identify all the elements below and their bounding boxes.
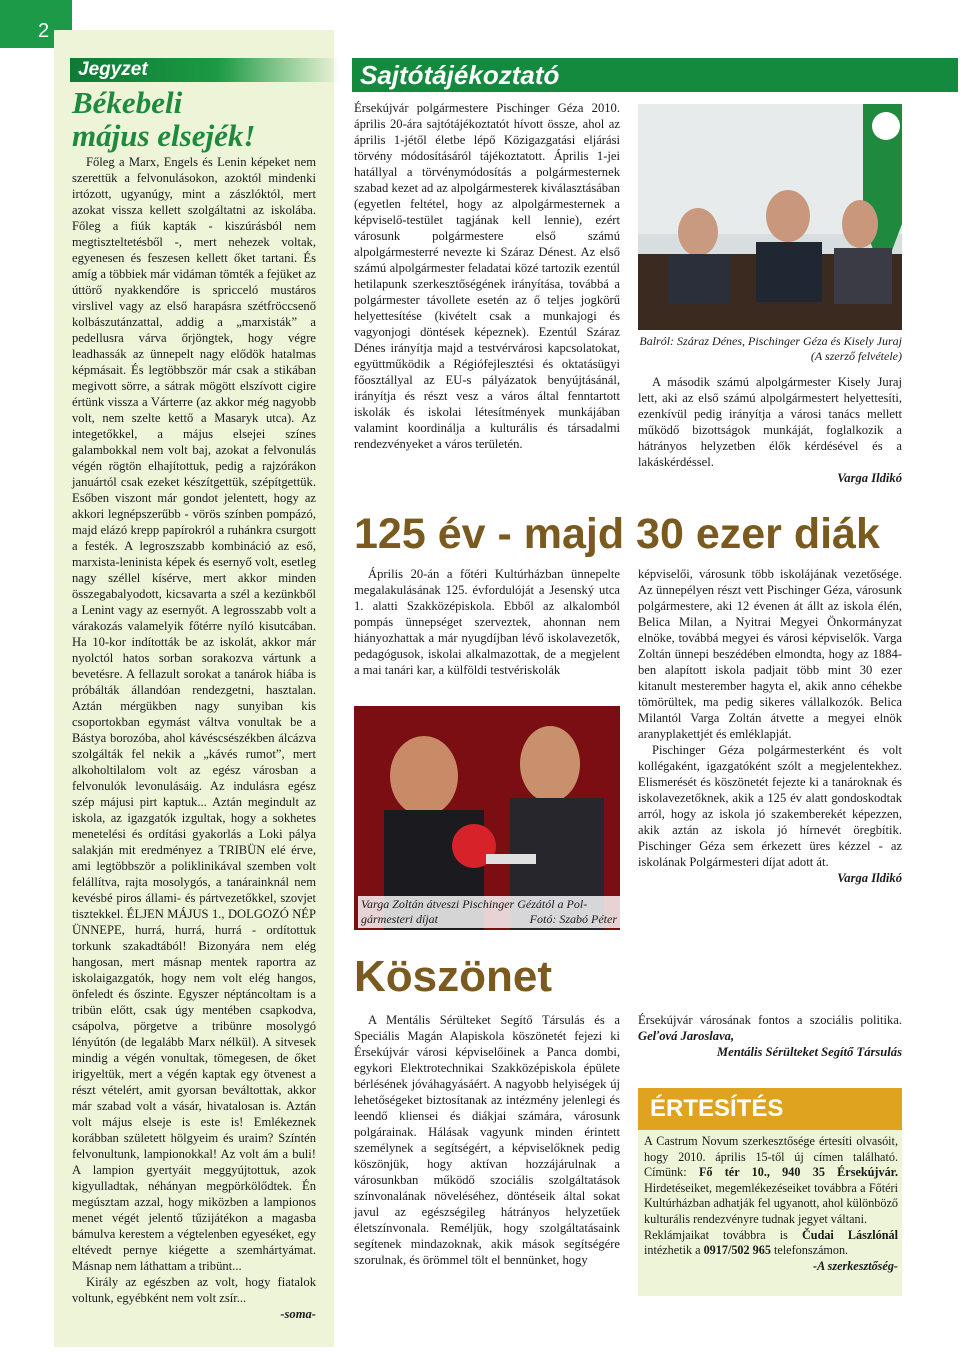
notice-text-e: telefonszámon. bbox=[773, 1243, 849, 1258]
press-body bbox=[354, 100, 620, 452]
anniversary-signature: Varga Ildikó bbox=[837, 871, 902, 885]
press-caption bbox=[638, 334, 902, 364]
note-title bbox=[72, 86, 332, 152]
note-tag: Jegyzet bbox=[70, 58, 340, 82]
press-signature: Varga Ildikó bbox=[837, 471, 902, 485]
thanks-paragraph: A Mentális Sérülteket Segítő Társulás és a Speciális Magán Alapiskola köszönetét fejezi ki Érsekújvár városi képviselőinek a Panca dombi, egykori Elektrotechnikai Szakközépiskola épülete bérlésének jóváhagyásáért. A nagyobb helyiségek új lehetőségeket biztosítanak az intézmény jelenlegi és leendő kliensei és diákjai számára, városunk polgárainak. Hálásak vagyunk minden érintett személynek a segítségért, a képviselőknek pedig köszönjük, hogy aktívan hozzájárulnak a városunkban működő szociális szolgáltatások színvonalának növeléséhez, döntéseik által sokat javul az egészségileg hátrányos helyzetűek életszínvonala. Reméljük, hogy szolgáltatásaink segítenek mindazoknak, akik mások segítségére szorulnak, és örömmel tölt el bennünket, hogy bbox=[354, 1013, 620, 1267]
anniversary-photo-credit: Fotó: Szabó Péter bbox=[529, 912, 617, 926]
notice-heading: ÉRTESÍTÉS bbox=[638, 1088, 902, 1130]
press-body-2 bbox=[638, 374, 902, 486]
anniversary-caption bbox=[358, 896, 620, 928]
note-title-line1: Békebeli bbox=[72, 85, 183, 120]
thanks-headline: Köszönet bbox=[354, 952, 552, 1001]
notice-phone: 0917/502 965 bbox=[703, 1243, 771, 1258]
anniversary-paragraph-3: Pischinger Géza polgármesterként és volt kollégaként, igazgatóként szólt a megjelentekhez. Elismerését és köszönetét fejezte ki a tanároknak és iskolavezetőknek, akik a 125 év alatt gondoskodtak arról, hogy az iskola jó szakemberekét képezzen, akik aztán az iskola jó hírnevét öregbítik. Pischinger Géza sem érkezett üres kézzel - az iskolának Polgármesteri díjat adott át. bbox=[638, 743, 902, 869]
press-heading: Sajtótájékoztató bbox=[352, 58, 958, 92]
anniversary-caption-line1: Varga Zoltán átveszi Pischinger Gézától a Pol- bbox=[361, 897, 588, 911]
press-photo-illustration bbox=[638, 104, 902, 330]
notice-contact-name: Čudai Lászlónál bbox=[801, 1227, 899, 1242]
thanks-cont-text: Érsekújvár városának fontos a szociális politika. bbox=[638, 1013, 902, 1027]
thanks-signature-name: Geľová Jaroslava, bbox=[638, 1029, 735, 1043]
notice-paragraph-1 bbox=[644, 1134, 898, 1228]
note-paragraph-1: Főleg a Marx, Engels és Lenin képeket nem szerettük a felvonulásokon, azoktól mindenki irtózott, ugyanúgy, mint a zászlóktól, mert azokat vissza kellett szolgáltatni az iskolába. Főleg a fiúk kapták - kiszúrásból nem megtiszteltetésből -, mert nehezek voltak, egyenesen és feszesen kellett őket tartani. És amíg a többiek már vidáman tömték a fejüket az úttörő nyakkendőre is spricceló mustáros virslivel vagy az első harapásra szétfröccsenő kolbászutánzattal, addig a „marxisták” a pedellusra várva őrjöngtek, hogy végre leadhassák az ünnepelt nagy elődök hatalmas képmásait. És legtöbbször már csak a stikában megivott sörre, a sátrak mögött elszívott cigire értünk vissza a Várterre (az akkor még nagyobb volt, nem szelte kettő a Masaryk utca). Az integetőkkel, a május elsejei színes galambokkal nem volt baj, azokat a felvonulás végén rögtön elhajítottuk, pedig a rajzórákon januártól csak ezeket készítgettük, szépítgettük. Esőben viszont már gondot jelentett, hogy az akkori legnépszerűbb - vörös színben pompázó, majd elázó krepp papírokról a ruhánkra csurgott a festék. A legroszszabb kombináció az eső, marxista-leninista képek és esernyő volt, esetleg nagy széllel kísérve, mert akkor minden összegabalyodott, kicsavarta a szél a kezünkből a Lenint vagy az esernyőt. A legrosszabb volt a várakozás valamelyik főtérre nyíló kisutcában. Ha 10-kor indították be az iskolát, akkor már nyolctól hatos sorban sorakozva vártunk a bevetésre. A fellazult sorokat a tanárok hiába is próbálták állandóan rendezgetni, hasztalan. Aztán mérgükben nagy sunyiban kis csoportokban egymást váltva vonultak be a Bástya borozóba, ahol kávéscsészékben álcázva szolgálták fel nekik a „kávés rumot”, mert alkoholtilalom volt az egész városban a felvonulók levonulásáig. Az indulásra egész szép májusi pirt kaptuk... Aztán megindult az iskola, az igazgatók izgultak, hogy a sokhetes menetelési és ordítási gyakorlás a Loki pálya salakján mit eredményez a TRIBÜN elé érve, ami legtöbbször a poliklinikával szemben volt felállítva, rajta mosolygós, a tanárainknál nem kevésbé piros állami- és pártvezetőkkel, szovjet tisztekkel. ÉLJEN MÁJUS 1., DOLGOZÓ NÉP ÜNNEPE, hurrá, hurrá, hurrá - ordítottuk torkunk szakadtából! Bizonyára nem elég hangosan, mert másnap mentek raportra az iskolaigazgatók, hogy nem volt elég hangos, önfeledt és őszinte. Egyszer néptáncoltam is a tribün előtt, csak úgy mentében csapkodva, csápolva, pörgetve a tribünre mosolygó lényútón (de legalább Marx nélkül). A sitvesek mindig a végén vonultak, tömegesen, de őket irigyeltük, mert a végén kaptak egy ötvenest a részt vételért, amit gyorsan beváltottak, akkor már szabad volt a vásár, hivatalosan is. Aztán volt május elseje is este is! Emlékeznek korábban született hölgyeim és uraim? Színtén felvonultunk, lampionokkal! Az volt ám a buli! A lampion gyertyáit meggyújtottuk, azok kigyulladtak, néhányan megpörkölődtek. Én megúsztam azzal, hogy miközben a lampionos menet végét jelentő tűzijátékon a magasba bámulva kerestem a végtelenben egyeséket, egy eltévedt pernye kiégette a szemhártyámat. Másnap nem láthattam a tribünt... bbox=[72, 155, 316, 1273]
thanks-body-cont bbox=[638, 1012, 902, 1060]
notice-text-c: Reklámjaikat továbbra is bbox=[644, 1227, 788, 1242]
anniversary-caption-line2: gármesteri díjat bbox=[361, 912, 438, 926]
anniversary-col1 bbox=[354, 566, 620, 678]
note-paragraph-2: Király az egészben az volt, hogy fiatalok voltunk, egyébként nem volt zsír... bbox=[72, 1275, 316, 1305]
thanks-paragraph-cont bbox=[638, 1012, 902, 1044]
press-paragraph: Érsekújvár polgármestere Pischinger Géza 2010. április 20-ára sajtótájékoztatót hívott össze, ahol az április 1-jétől életbe lépő Közigazgatási eljárási törvény módosításáról tájékoztatott. Április 1-jei hatállyal a törvénymódosítás a polgármesternek szabad kezet ad az alpolgármesterek kiválasztásában (egyetlen feltétel, hogy az alpolgármesternek a képviselő-testület tagjának kell lennie), ezért városunk polgármestere első számú alpolgármesterré nevezte ki Száraz Dénest. Az első számú alpolgármester feladatai közé tartozik ezentúl hetilapunk szerkesztőségének irányítása, továbbá a polgármester távollete esetén az ő teljes jogkörű helyettesítése (kivételt csak a munkajogi és vagyonjogi döntések képeznek). Ezentúl Száraz Dénes irányítja majd a testvérvárosi kapcsolatokat, együttműködik a Régiófejlesztési és oktatásügyi főosztállyal az EU-s pályázatok benyújtásánál, irányítja és részt vesz a város által fenntartott iskolák és iskolai létesítmények munkájában valamint koordinálja a kulturális és társadalmi rendezvényeket a város területén. bbox=[354, 101, 620, 451]
notice-text-d: intézhetik a bbox=[644, 1243, 701, 1258]
anniversary-paragraph-2: képviselői, városunk több iskolájának vezetősége. Az ünnepélyen részt vett Pischinger Géza, városunk polgármestere, aki 12 évenen át állt az iskola élén, Belica Milan, a Nyitrai Megyei Önkormányzat elnöke, továbbá megyei és városi képviselők. Varga Zoltán ünnepi beszédében elmondta, hogy az 1884-ben alapított iskola padjait több mint 30 ezer kitanult mesterember hagyta el, akik anno céhekbe tömörültek, ma pedig sikeres vállalkozók. Belica Milantól Varga Zoltán átvette a megyei elnök aranyplakettjét és emléklapját. bbox=[638, 567, 902, 741]
anniversary-headline: 125 év - majd 30 ezer diák bbox=[354, 510, 880, 558]
anniversary-paragraph-1: Április 20-án a főtéri Kultúrházban ünnepelte megalakulásának 125. évfordulóját a Jesenský utca 1. alatti Szakközépiskola. Ebből az alkalomból pompás ünnepséget szerveztek, ahonnan nem hiányozhattak a már nyugdíjban lévő iskolavezetők, pedagógusok, iskolai alkalmazottak, de a megjelent a mai tanári kar, a külföldi testvériskolák bbox=[354, 567, 620, 677]
thanks-signature-org: Mentális Sérülteket Segítő Társulás bbox=[716, 1045, 902, 1059]
notice-address: Fő tér 10., 940 35 Érsekújvár. bbox=[698, 1165, 899, 1180]
note-signature: -soma- bbox=[280, 1307, 316, 1321]
press-caption-line1: Balról: Száraz Dénes, Pischinger Géza és Kisely Juraj bbox=[639, 334, 902, 348]
press-photo bbox=[638, 104, 902, 330]
anniversary-caption-row2 bbox=[361, 912, 617, 927]
notice-body bbox=[644, 1134, 898, 1274]
anniversary-col2 bbox=[638, 566, 902, 886]
note-body bbox=[72, 154, 316, 1322]
note-title-line2: május elsejék! bbox=[72, 118, 256, 153]
thanks-body bbox=[354, 1012, 620, 1268]
press-paragraph-2: A második számú alpolgármester Kisely Juraj lett, aki az első számú alpolgármestert helyettesíti, ezenkívül pedig irányítja a városi tanács mellett működő bizottságok munkáját, foglalkozik a hátrányos helyzetben élők kérdésével és a lakáskérdéssel. bbox=[638, 375, 902, 469]
notice-text-b: Hirdetéseiket, megemlékezéseiket továbbra a Főtéri Kultúrházban adhatják fel ugyanott, ahol különböző kulturális rendezvényre tudnak jegyet váltani. bbox=[644, 1180, 898, 1226]
page-number: 2 bbox=[0, 0, 72, 48]
press-caption-line2: (A szerző felvétele) bbox=[810, 349, 902, 363]
notice-text-a: A Castrum Novum szerkesztősége értesíti olvasóit, hogy 2010. április 15-től új címen található. Címünk: bbox=[644, 1134, 898, 1180]
notice-paragraph-2 bbox=[644, 1228, 898, 1259]
notice-signature: -A szerkesztőség- bbox=[813, 1258, 898, 1273]
